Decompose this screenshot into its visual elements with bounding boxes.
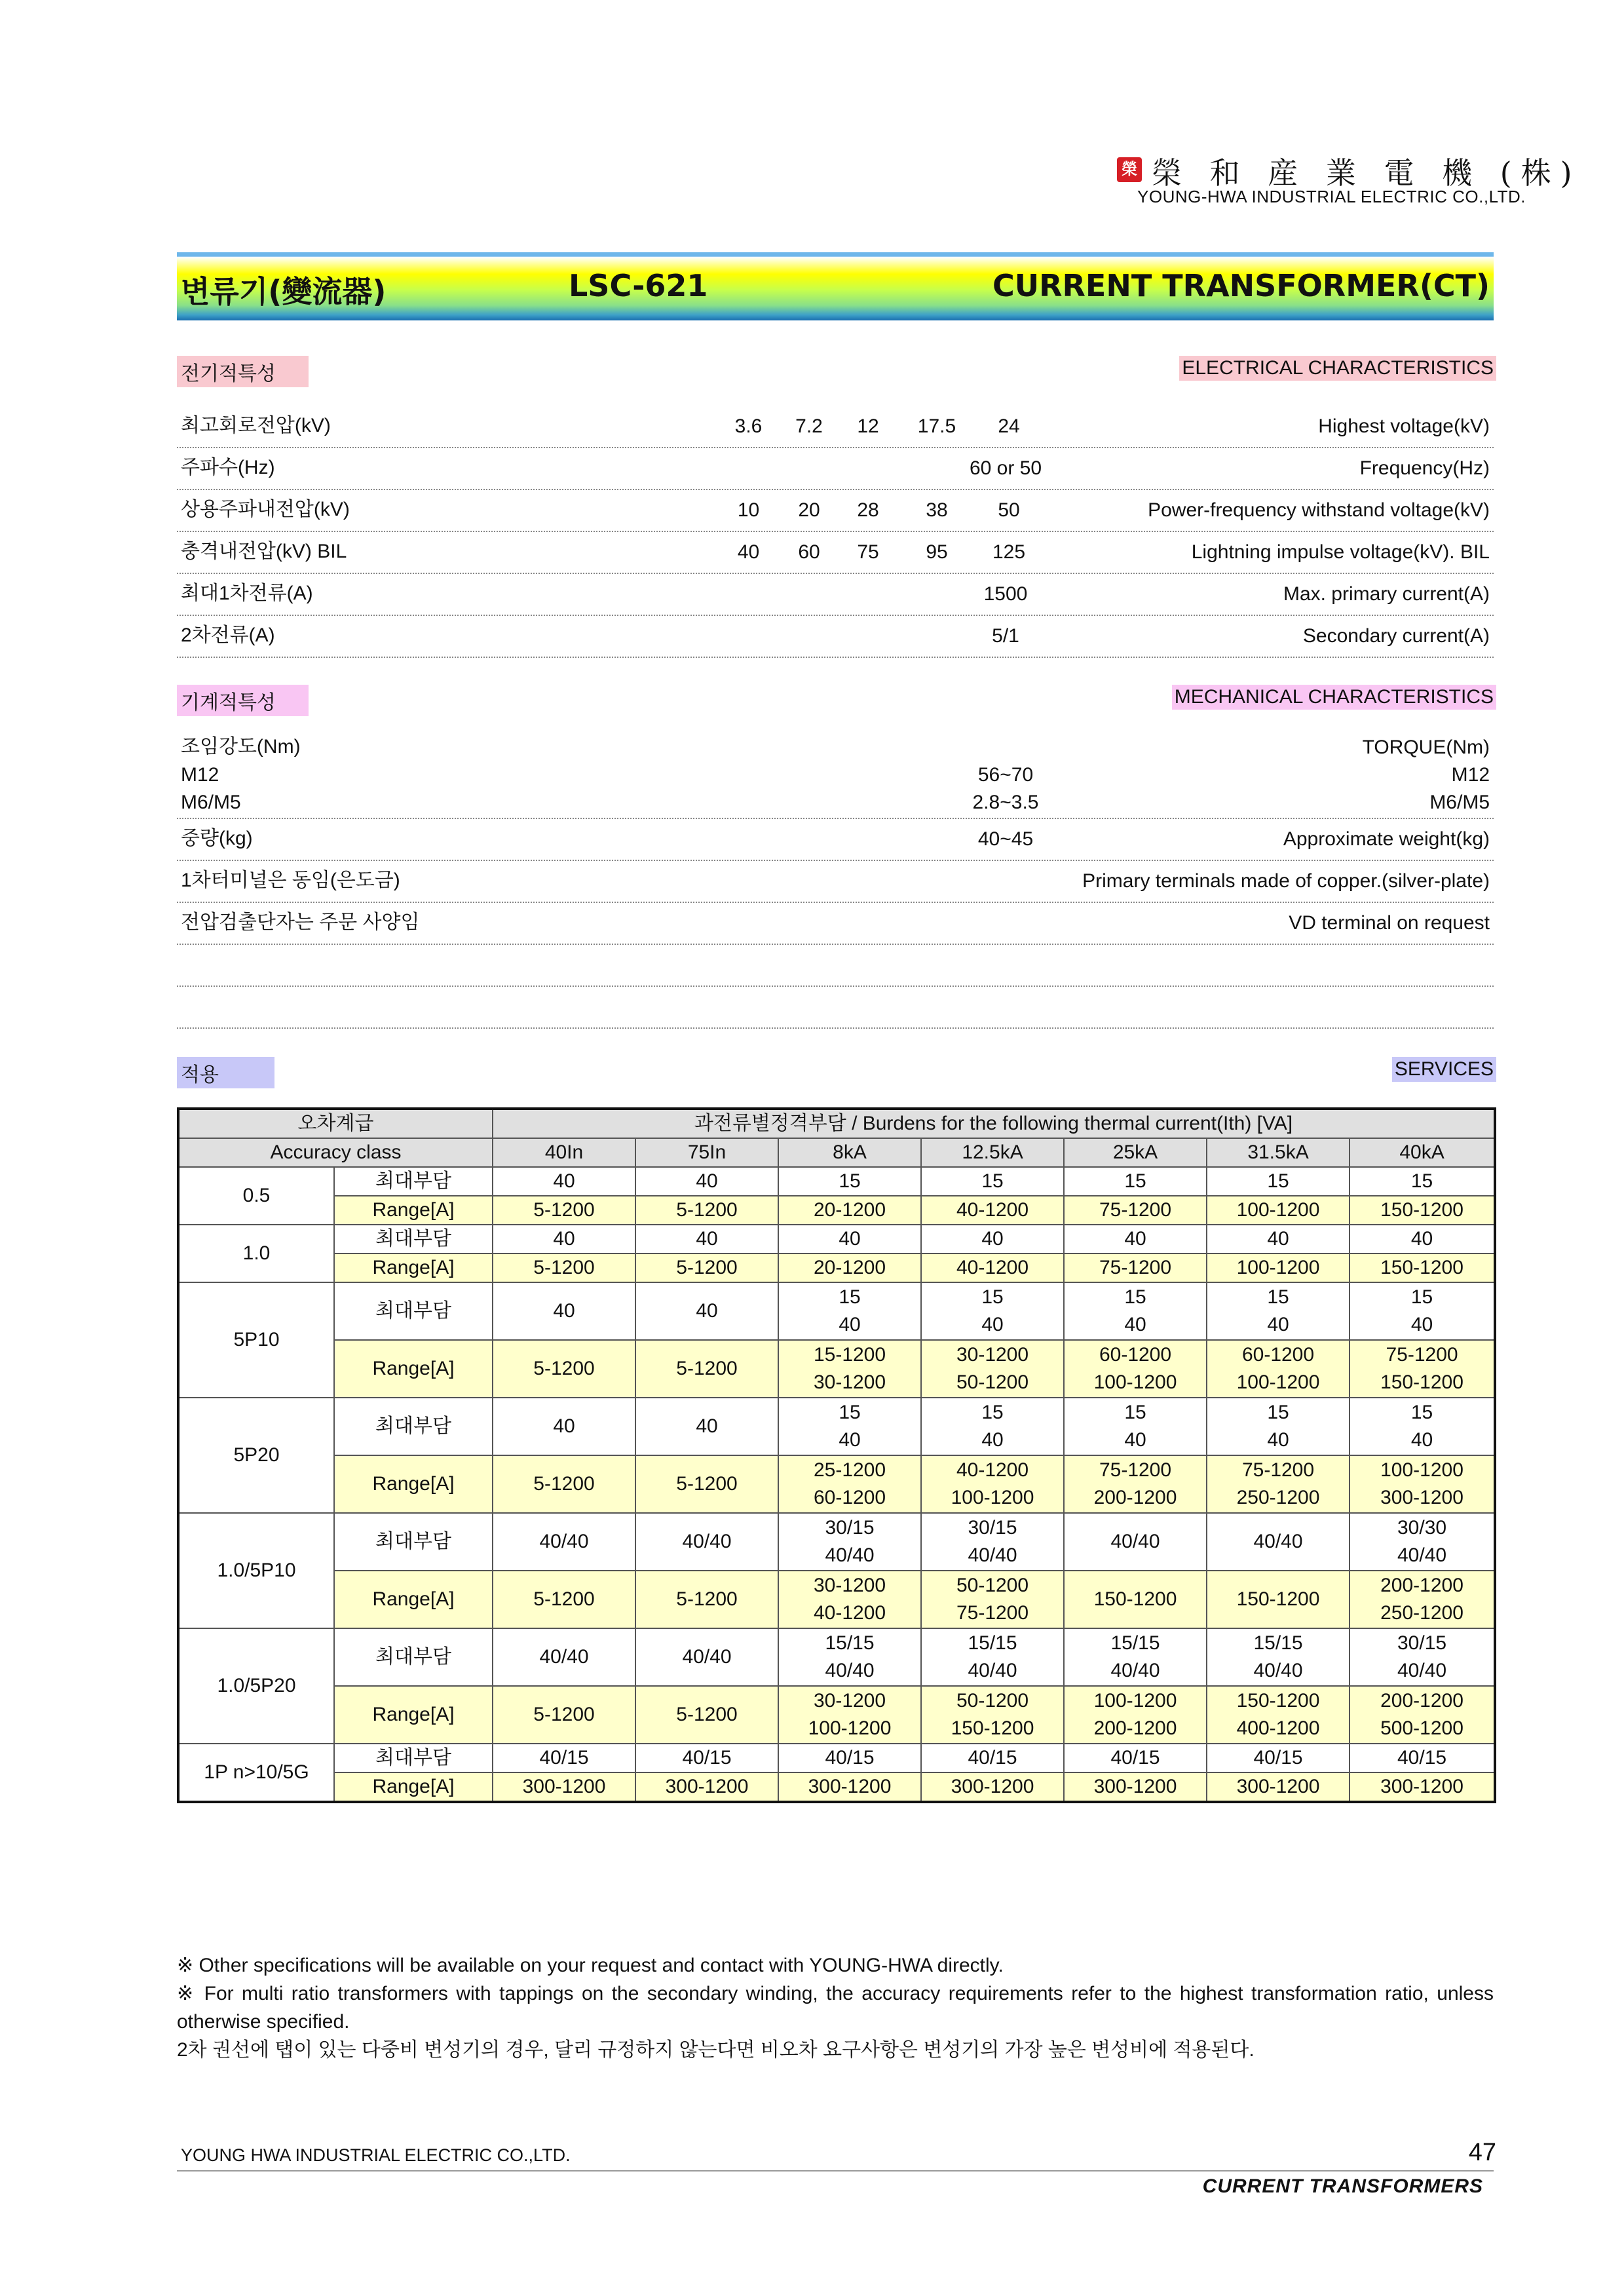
burden-cell: 15 40 xyxy=(778,1282,921,1340)
burden-cell: 40 xyxy=(493,1167,635,1196)
burden-cell: 15 40 xyxy=(921,1282,1064,1340)
burden-cell: 40/15 xyxy=(1350,1744,1495,1772)
torque-m12-label-en: M12 xyxy=(1451,764,1490,786)
burden-cell: 15 40 xyxy=(1064,1398,1207,1455)
range-cell: 75-1200 150-1200 xyxy=(1350,1340,1495,1398)
range-cell: 75-1200 250-1200 xyxy=(1207,1455,1350,1513)
burden-cell: 40 xyxy=(635,1282,778,1340)
range-cell: 30-1200 40-1200 xyxy=(778,1571,921,1628)
torque-m6-label: M6/M5 xyxy=(181,792,241,813)
range-cell: 60-1200 100-1200 xyxy=(1207,1340,1350,1398)
spec-label-ko: 최고회로전압(kV) xyxy=(181,415,331,436)
company-name-en: YOUNG-HWA INDUSTRIAL ELECTRIC CO.,LTD. xyxy=(1137,187,1526,206)
burden-cell: 40/40 xyxy=(635,1628,778,1686)
burden-cell: 15 40 xyxy=(1207,1398,1350,1455)
range-label: Range[A] xyxy=(334,1455,493,1513)
spec-label-en: Highest voltage(kV) xyxy=(1318,415,1490,437)
burden-cell: 40 xyxy=(635,1167,778,1196)
burden-cell: 30/30 40/40 xyxy=(1350,1513,1495,1571)
spec-row-terminals xyxy=(177,861,1494,903)
range-cell: 100-1200 300-1200 xyxy=(1350,1455,1495,1513)
range-cell: 60-1200 100-1200 xyxy=(1064,1340,1207,1398)
spec-label-ko: 1차터미널은 동임(은도금) xyxy=(181,870,400,891)
burden-cell: 40/15 xyxy=(635,1744,778,1772)
spec-label-ko: 조임강도(Nm) xyxy=(181,736,301,757)
range-cell: 30-1200 100-1200 xyxy=(778,1686,921,1744)
spec-value: 20 xyxy=(798,499,820,521)
spec-label-en: Lightning impulse voltage(kV). BIL xyxy=(1191,541,1490,563)
spec-row-weight xyxy=(177,819,1494,861)
spec-values xyxy=(714,499,1045,522)
range-cell: 150-1200 xyxy=(1207,1571,1350,1628)
spec-value: 50 xyxy=(998,499,1020,521)
range-cell: 50-1200 150-1200 xyxy=(921,1686,1064,1744)
spec-value: 60 or 50 xyxy=(969,457,1042,479)
accuracy-class-cell: 1.0/5P20 xyxy=(178,1628,334,1744)
range-cell: 100-1200 xyxy=(1207,1253,1350,1282)
burden-cell: 40 xyxy=(493,1398,635,1455)
accuracy-class-cell: 5P20 xyxy=(178,1398,334,1513)
burden-cell: 40 xyxy=(1350,1225,1495,1253)
burden-cell: 15 xyxy=(1064,1167,1207,1196)
torque-m12-label: M12 xyxy=(181,764,219,786)
spec-row-frequency xyxy=(177,448,1494,490)
burden-cell: 40/40 xyxy=(1064,1513,1207,1571)
electrical-tag-ko: 전기적특성 xyxy=(177,356,309,387)
range-cell: 300-1200 xyxy=(778,1772,921,1802)
burden-label: 최대부담 xyxy=(334,1398,493,1455)
services-tag-en: SERVICES xyxy=(1392,1057,1496,1082)
spec-label-ko: 상용주파내전압(kV) xyxy=(181,499,350,520)
burden-cell: 30/15 40/40 xyxy=(778,1513,921,1571)
spec-label-ko: 주파수(Hz) xyxy=(181,457,275,478)
burden-label: 최대부담 xyxy=(334,1282,493,1340)
title-ko: 변류기(變流器) xyxy=(181,274,387,309)
company-name-ko: 榮 和 産 業 電 機 (株) xyxy=(1152,155,1581,191)
burden-cell: 40/40 xyxy=(493,1513,635,1571)
spec-value: 75 xyxy=(857,541,879,563)
company-logo: 榮 xyxy=(1117,157,1142,182)
spec-value: 10 xyxy=(737,499,760,521)
spec-label-en: Power-frequency withstand voltage(kV) xyxy=(1148,499,1490,521)
spec-row-highest-voltage xyxy=(177,406,1494,448)
title-en: CURRENT TRANSFORMER(CT) xyxy=(992,268,1490,303)
range-cell: 20-1200 xyxy=(778,1253,921,1282)
spec-value: 38 xyxy=(926,499,948,521)
spec-row-blank xyxy=(177,945,1494,987)
burden-cell: 15 40 xyxy=(1350,1398,1495,1455)
spec-value: 95 xyxy=(926,541,948,563)
burden-cell: 40 xyxy=(635,1225,778,1253)
electrical-tag-en: ELECTRICAL CHARACTERISTICS xyxy=(1179,356,1496,381)
burden-cell: 40 xyxy=(921,1225,1064,1253)
range-cell: 150-1200 xyxy=(1350,1196,1495,1225)
range-cell: 75-1200 xyxy=(1064,1253,1207,1282)
burden-cell: 40 xyxy=(635,1398,778,1455)
spec-row-vd-terminal xyxy=(177,903,1494,945)
spec-value: 17.5 xyxy=(917,415,956,437)
spec-value: 40~45 xyxy=(977,828,1034,850)
range-cell: 300-1200 xyxy=(921,1772,1064,1802)
burden-cell: 15/15 40/40 xyxy=(778,1628,921,1686)
range-cell: 200-1200 500-1200 xyxy=(1350,1686,1495,1744)
range-cell: 40-1200 xyxy=(921,1196,1064,1225)
spec-label-ko: 최대1차전류(A) xyxy=(181,583,313,604)
range-cell: 100-1200 200-1200 xyxy=(1064,1686,1207,1744)
burden-cell: 30/15 40/40 xyxy=(921,1513,1064,1571)
spec-label-en: TORQUE(Nm) xyxy=(1362,737,1490,758)
torque-m6-label-en: M6/M5 xyxy=(1429,792,1490,813)
range-cell: 5-1200 xyxy=(493,1253,635,1282)
range-label: Range[A] xyxy=(334,1772,493,1802)
burden-cell: 40/40 xyxy=(1207,1513,1350,1571)
burden-cell: 40/15 xyxy=(1064,1744,1207,1772)
burden-cell: 15 40 xyxy=(921,1398,1064,1455)
burden-cell: 30/15 40/40 xyxy=(1350,1628,1495,1686)
range-cell: 40-1200 100-1200 xyxy=(921,1455,1064,1513)
note-korean: 2차 권선에 탭이 있는 다중비 변성기의 경우, 달리 규정하지 않는다면 비오차 요구사항은 변성기의 가장 높은 변성비에 적용된다. xyxy=(177,2039,1255,2061)
range-cell: 300-1200 xyxy=(1350,1772,1495,1802)
burden-cell: 40/15 xyxy=(493,1744,635,1772)
accuracy-class-cell: 1.0 xyxy=(178,1225,334,1282)
spec-label-en: Secondary current(A) xyxy=(1302,625,1490,647)
burden-cell: 15 40 xyxy=(1350,1282,1495,1340)
mechanical-tag-ko: 기계적특성 xyxy=(177,685,309,716)
range-cell: 5-1200 xyxy=(493,1686,635,1744)
column-header: 75In xyxy=(635,1138,778,1167)
range-label: Range[A] xyxy=(334,1196,493,1225)
torque-m6-value: 2.8~3.5 xyxy=(972,792,1039,813)
spec-label-en: Approximate weight(kg) xyxy=(1283,828,1490,850)
spec-value: 12 xyxy=(857,415,879,437)
column-header: 31.5kA xyxy=(1207,1138,1350,1167)
range-cell: 5-1200 xyxy=(635,1340,778,1398)
range-label: Range[A] xyxy=(334,1253,493,1282)
footer-divider xyxy=(177,2170,1494,2172)
footer-category: CURRENT TRANSFORMERS xyxy=(1202,2175,1483,2197)
range-cell: 5-1200 xyxy=(493,1455,635,1513)
range-cell: 200-1200 250-1200 xyxy=(1350,1571,1495,1628)
spec-label-ko: 전압검출단자는 주문 사양임 xyxy=(181,911,420,933)
burden-cell: 15 xyxy=(1207,1167,1350,1196)
burden-cell: 40 xyxy=(1064,1225,1207,1253)
range-cell: 150-1200 xyxy=(1064,1571,1207,1628)
burden-cell: 40 xyxy=(778,1225,921,1253)
burden-table xyxy=(177,1107,1496,1803)
burden-cell: 40/40 xyxy=(493,1628,635,1686)
range-cell: 300-1200 xyxy=(1207,1772,1350,1802)
burden-label: 최대부담 xyxy=(334,1628,493,1686)
burden-cell: 40 xyxy=(493,1282,635,1340)
column-header: 25kA xyxy=(1064,1138,1207,1167)
spec-value: 125 xyxy=(992,541,1026,563)
spec-label-en: Frequency(Hz) xyxy=(1359,457,1490,479)
range-cell: 15-1200 30-1200 xyxy=(778,1340,921,1398)
class-head-en: Accuracy class xyxy=(178,1138,493,1167)
mechanical-tag-en: MECHANICAL CHARACTERISTICS xyxy=(1172,685,1496,710)
range-cell: 50-1200 75-1200 xyxy=(921,1571,1064,1628)
burden-cell: 15/15 40/40 xyxy=(1207,1628,1350,1686)
spec-value: 24 xyxy=(998,415,1020,437)
spec-value: 3.6 xyxy=(734,415,763,437)
spec-values xyxy=(714,415,1045,438)
accuracy-class-cell: 1P n>10/5G xyxy=(178,1744,334,1802)
spec-label-ko: 중량(kg) xyxy=(181,828,253,849)
spec-row-blank xyxy=(177,987,1494,1029)
spec-value: 7.2 xyxy=(795,415,823,437)
spec-label-ko: 2차전류(A) xyxy=(181,624,275,646)
spec-row-power-frequency xyxy=(177,490,1494,532)
services-tag-ko: 적용 xyxy=(177,1057,274,1088)
range-cell: 5-1200 xyxy=(493,1571,635,1628)
accuracy-class-cell: 0.5 xyxy=(178,1167,334,1225)
burden-cell: 15 xyxy=(1350,1167,1495,1196)
burden-cell: 15/15 40/40 xyxy=(1064,1628,1207,1686)
range-cell: 5-1200 xyxy=(635,1571,778,1628)
title-banner xyxy=(177,252,1494,320)
burden-cell: 40/40 xyxy=(635,1513,778,1571)
spec-value: 5/1 xyxy=(992,625,1019,647)
spec-label-en: VD terminal on request xyxy=(1289,912,1490,934)
range-label: Range[A] xyxy=(334,1340,493,1398)
spec-row-secondary-current xyxy=(177,616,1494,658)
range-cell: 150-1200 xyxy=(1350,1253,1495,1282)
spec-label-en: Primary terminals made of copper.(silver-plate) xyxy=(1082,870,1490,892)
range-cell: 5-1200 xyxy=(635,1196,778,1225)
burden-cell: 15 40 xyxy=(1064,1282,1207,1340)
range-cell: 150-1200 400-1200 xyxy=(1207,1686,1350,1744)
range-cell: 300-1200 xyxy=(635,1772,778,1802)
column-header: 8kA xyxy=(778,1138,921,1167)
column-header: 40In xyxy=(493,1138,635,1167)
range-cell: 5-1200 xyxy=(493,1196,635,1225)
burden-label: 최대부담 xyxy=(334,1167,493,1196)
model-number: LSC-621 xyxy=(569,268,708,303)
spec-value: 60 xyxy=(798,541,820,563)
column-header: 12.5kA xyxy=(921,1138,1064,1167)
spec-label-en: Max. primary current(A) xyxy=(1283,583,1490,605)
range-cell: 100-1200 xyxy=(1207,1196,1350,1225)
burden-cell: 15 40 xyxy=(1207,1282,1350,1340)
burden-cell: 15/15 40/40 xyxy=(921,1628,1064,1686)
burden-cell: 40/15 xyxy=(1207,1744,1350,1772)
range-cell: 75-1200 xyxy=(1064,1196,1207,1225)
range-label: Range[A] xyxy=(334,1686,493,1744)
burden-label: 최대부담 xyxy=(334,1225,493,1253)
range-cell: 5-1200 xyxy=(635,1455,778,1513)
class-head-ko: 오차계급 xyxy=(178,1109,493,1138)
spec-row-torque xyxy=(177,734,1494,819)
accuracy-class-cell: 1.0/5P10 xyxy=(178,1513,334,1628)
burden-table-body xyxy=(178,1109,1495,1802)
burden-cell: 15 xyxy=(921,1167,1064,1196)
range-cell: 5-1200 xyxy=(635,1253,778,1282)
accuracy-class-cell: 5P10 xyxy=(178,1282,334,1398)
range-cell: 40-1200 xyxy=(921,1253,1064,1282)
torque-m12-value: 56~70 xyxy=(977,764,1034,786)
burden-label: 최대부담 xyxy=(334,1744,493,1772)
range-cell: 5-1200 xyxy=(493,1340,635,1398)
burden-cell: 40/15 xyxy=(921,1744,1064,1772)
range-cell: 300-1200 xyxy=(1064,1772,1207,1802)
range-cell: 300-1200 xyxy=(493,1772,635,1802)
column-header: 40kA xyxy=(1350,1138,1495,1167)
spec-values xyxy=(714,541,1045,564)
spec-row-lightning-impulse xyxy=(177,532,1494,574)
range-cell: 75-1200 200-1200 xyxy=(1064,1455,1207,1513)
burden-cell: 15 xyxy=(778,1167,921,1196)
note-other-specs: ※ Other specifications will be available on your request and contact with YOUNG-HWA directly. xyxy=(177,1955,1004,1976)
burden-cell: 15 40 xyxy=(778,1398,921,1455)
spec-value: 40 xyxy=(737,541,760,563)
burden-label: 최대부담 xyxy=(334,1513,493,1571)
footer-company: YOUNG HWA INDUSTRIAL ELECTRIC CO.,LTD. xyxy=(181,2145,571,2165)
range-cell: 20-1200 xyxy=(778,1196,921,1225)
range-cell: 5-1200 xyxy=(635,1686,778,1744)
range-cell: 30-1200 50-1200 xyxy=(921,1340,1064,1398)
spec-value: 28 xyxy=(857,499,879,521)
range-cell: 25-1200 60-1200 xyxy=(778,1455,921,1513)
burden-cell: 40 xyxy=(1207,1225,1350,1253)
burden-cell: 40/15 xyxy=(778,1744,921,1772)
burden-cell: 40 xyxy=(493,1225,635,1253)
spec-row-max-primary xyxy=(177,574,1494,616)
page-number: 47 xyxy=(1468,2139,1496,2166)
burden-head: 과전류별정격부담 / Burdens for the following thermal current(Ith) [VA] xyxy=(493,1109,1495,1138)
note-multi-ratio: ※ For multi ratio transformers with tappings on the secondary winding, the accuracy requirements refer to the highest transformation ratio, unless otherwise specified. xyxy=(177,1983,1494,2033)
range-label: Range[A] xyxy=(334,1571,493,1628)
spec-label-ko: 충격내전압(kV) BIL xyxy=(181,541,347,562)
spec-value: 1500 xyxy=(983,583,1028,605)
